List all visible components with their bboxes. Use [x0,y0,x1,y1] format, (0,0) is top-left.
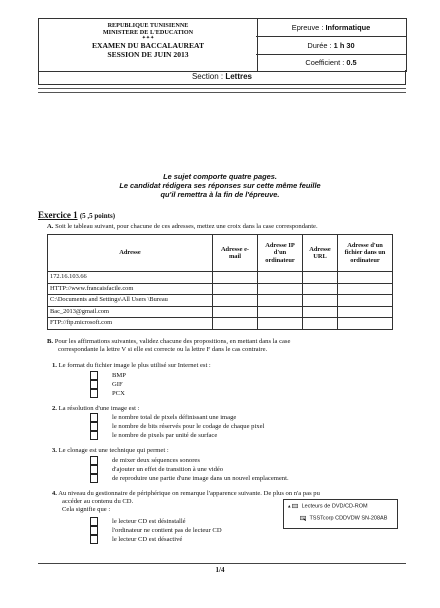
option-label: le nombre de pixels par unité de surface [112,432,218,439]
answer-box[interactable] [90,535,98,544]
table-row [48,318,393,330]
answer-box[interactable] [90,371,98,380]
answer-cell[interactable] [213,295,258,307]
address-cell: FTP://ftp.microsoft.com [48,318,213,330]
header-divider [38,88,406,93]
epreuve-value: Informatique [325,23,371,32]
option-label: PCX [112,390,125,397]
answer-cell[interactable] [338,318,393,330]
cd-drive-icon [292,503,298,509]
instructions [60,172,380,199]
exam-info-block [256,18,407,72]
collapse-arrow-icon: ▴ [288,503,291,510]
answer-cell[interactable] [303,306,338,318]
option-label: BMP [112,372,126,379]
address-table [47,234,393,330]
option-label: de mixer deux séquences sonores [112,457,200,464]
option-label: GIF [112,381,123,388]
question-a: A. Soit le tableau suivant, pour chacune de ces adresses, mettez une croix dans la case correspondante. [47,223,318,230]
device-category: Lecteurs de DVD/CD-ROM [301,503,368,510]
answer-cell[interactable] [258,272,303,284]
disabled-device-icon [300,515,306,521]
instruction-line: qu'il remettra à la fin de l'épreuve. [160,190,280,199]
table-header-row [48,235,393,272]
footer-divider [38,563,406,564]
duree-value: 1 h 30 [333,41,355,50]
answer-box[interactable] [90,465,98,474]
option-label: le lecteur CD est désinstallé [112,518,186,525]
question-4-line2: accéder au contenu du CD. [62,498,134,505]
answer-box[interactable] [90,422,98,431]
option-label: le nombre total de pixels définissant une image [112,414,237,421]
answer-box[interactable] [90,389,98,398]
table-header: Adresse e-mail [213,235,258,272]
question-1: 1. Le format du fichier image le plus utilisé sur Internet est : [52,362,211,369]
answer-box[interactable] [90,526,98,535]
answer-cell[interactable] [338,272,393,284]
answer-cell[interactable] [258,295,303,307]
page-number: 1/4 [215,566,225,574]
exercise-title: Exercice 1 (5 ,5 points) [38,210,116,220]
answer-cell[interactable] [338,283,393,295]
address-cell: C:\Documents and Settings\All Users \Bureau [48,295,213,307]
answer-cell[interactable] [258,306,303,318]
question-3: 3. Le clonage est une technique qui permet : [52,447,169,454]
question-2: 2. La résolution d'une image est : [52,405,140,412]
question-b: B. Pour les affirmations suivantes, validez chacune des propositions, en mettant dans la case [47,338,291,345]
answer-cell[interactable] [258,318,303,330]
option-label: d'ajouter un effet de transition à une vidéo [112,466,224,473]
epreuve-row: Epreuve : Informatique [256,19,406,37]
instruction-line: Le candidat rédigera ses réponses sur cette même feuille [119,181,321,190]
answer-cell[interactable] [303,318,338,330]
exam-name: EXAMEN DU BACCALAUREAT [91,41,205,50]
answer-cell[interactable] [213,318,258,330]
answer-box[interactable] [90,517,98,526]
answer-cell[interactable] [213,283,258,295]
section-bar: Section : Lettres [38,70,406,85]
instruction-line: Le sujet comporte quatre pages. [163,172,277,181]
answer-box[interactable] [90,413,98,422]
exercise-points: (5 ,5 points) [79,212,116,220]
table-row [48,306,393,318]
ministry-name: MINISTERE DE L'EDUCATION [102,29,194,36]
device-manager-snippet [283,499,398,529]
table-header: Adresse URL [303,235,338,272]
section-value: Lettres [225,72,253,81]
option-label: de reproduire une partie d'une image dans un nouvel emplacement. [112,475,289,482]
address-cell: 172.16.103.66 [48,272,213,284]
answer-box[interactable] [90,380,98,389]
answer-cell[interactable] [338,306,393,318]
question-b-line2: correspondante la lettre V si elle est correcte ou la lettre F dans le cas contraire. [58,346,268,353]
coefficient-row: Coefficient : 0.5 [305,58,357,67]
answer-cell[interactable] [258,283,303,295]
coefficient-value: 0.5 [346,58,357,67]
answer-cell[interactable] [213,306,258,318]
answer-cell[interactable] [338,295,393,307]
device-name: TSSTcorp CDDVDW SN-208AB [309,515,388,522]
address-cell: Bac_2013@gmail.com [48,306,213,318]
option-label: l'ordinateur ne contient pas de lecteur CD [112,527,222,534]
question-4-line3: Cela signifie que : [62,506,111,513]
option-label: le nombre de bits réservés pour le codage de chaque pixel [112,423,265,430]
table-row [48,295,393,307]
stars-ornament: ✦✦✦ [141,36,155,41]
table-header: Adresse [48,235,213,272]
option-label: le lecteur CD est désactivé [112,536,183,543]
answer-cell[interactable] [303,283,338,295]
answer-box[interactable] [90,474,98,483]
table-header: Adresse IP d'un ordinateur [258,235,303,272]
answer-box[interactable] [90,456,98,465]
exam-header [38,18,406,88]
duree-row: Durée : 1 h 30 [256,37,406,55]
table-header: Adresse d'un fichier dans un ordinateur [338,235,393,272]
address-cell: HTTP://www.francaisfacile.com [48,283,213,295]
question-4: 4. Au niveau du gestionnaire de périphérique on remarque l'apparence suivante. De plus on n'a pas pu [52,490,320,497]
answer-cell[interactable] [303,295,338,307]
table-row [48,272,393,284]
answer-cell[interactable] [303,272,338,284]
answer-box[interactable] [90,431,98,440]
table-row [48,283,393,295]
answer-cell[interactable] [213,272,258,284]
session-name: SESSION DE JUIN 2013 [107,50,189,59]
institution-block [38,18,258,72]
country-name: REPUBLIQUE TUNISIENNE [107,22,189,29]
